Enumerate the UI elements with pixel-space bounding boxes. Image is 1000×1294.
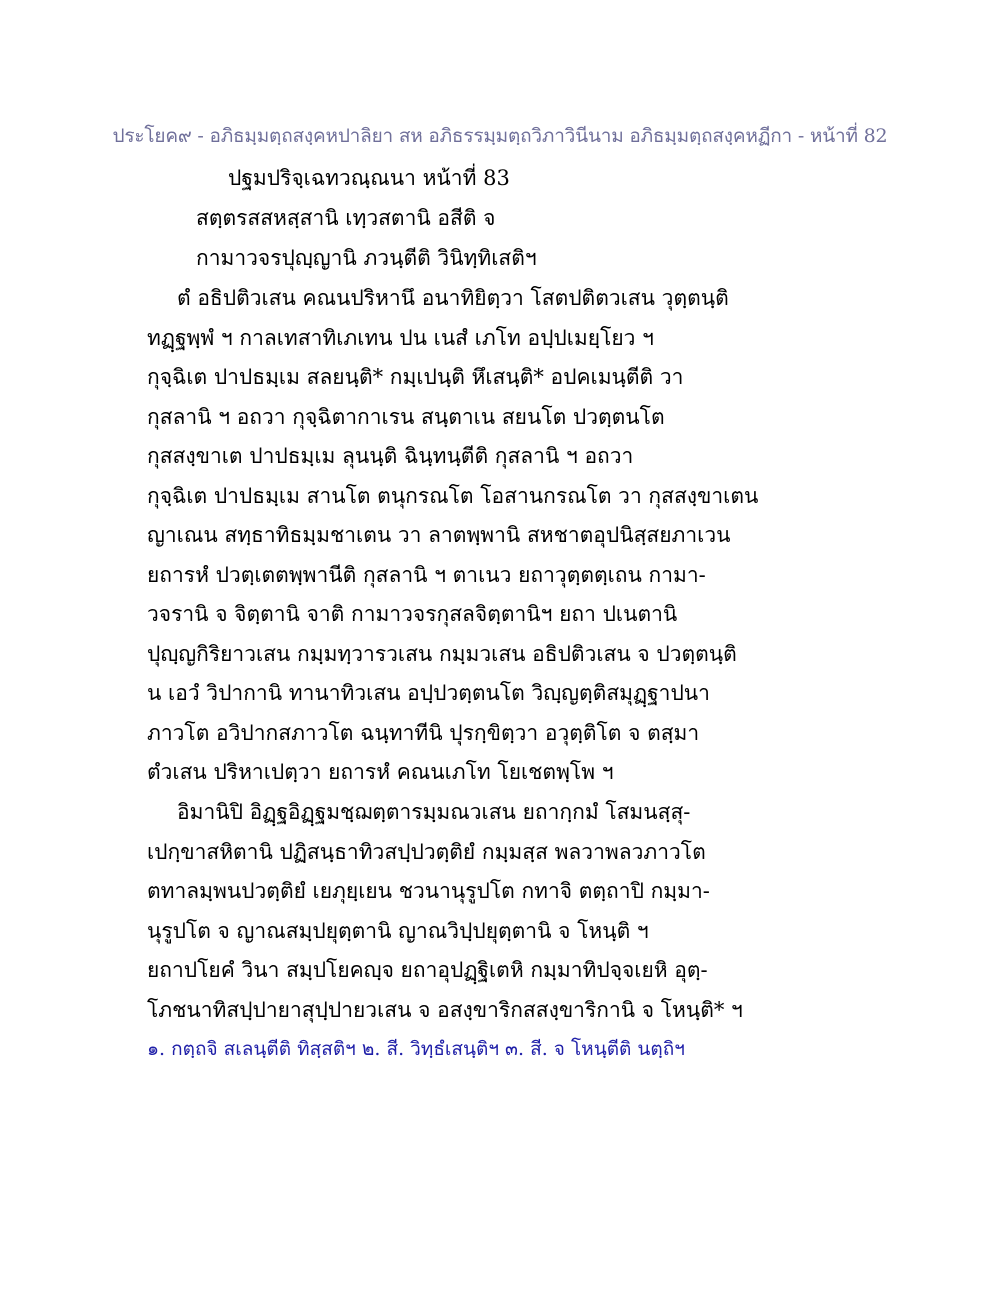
- text-line: เปกฺขาสหิตานิ ปฏิสนฺธาทิวสปฺปวตฺติยํ กมฺมสฺส พลวาพลวภาวโต: [147, 840, 706, 864]
- text-line: โภชนาทิสปฺปายาสุปฺปายวเสน จ อสงฺขาริกสสงฺขาริกานิ จ โหนฺติ* ฯ: [147, 998, 743, 1022]
- page-header: ประโยค๙ - อภิธมฺมตฺถสงฺคหปาลิยา สห อภิธรรมฺมตฺถวิภาวินีนาม อภิธมฺมตฺถสงฺคหฏีกา - หน้าที่ 82: [112, 125, 888, 147]
- text-line: กุสลานิ ฯ อถวา กุจฺฉิตากาเรน สนฺตาเน สยนโต ปวตฺตนโต: [147, 405, 665, 429]
- text-line: ญาเณน สทฺธาทิธมฺมชาเตน วา ลาตพฺพานิ สหชาตอุปนิสฺสยภาเวน: [147, 523, 731, 547]
- footnote: ๑. กตฺถจิ สเลนฺตีติ ทิสฺสติฯ ๒. สี. วิทฺธํเสนฺติฯ ๓. สี. จ โหนฺตีติ นตฺถิฯ: [147, 1038, 685, 1060]
- text-line: วจรานิ จ จิตฺตานิ จาติ กามาวจรกุสลจิตฺตานิฯ ยถา ปเนตานิ: [147, 602, 678, 626]
- text-line: ปุญฺญกิริยาวเสน กมฺมทฺวารวเสน กมฺมวเสน อธิปติวเสน จ ปวตฺตนฺติ: [147, 642, 737, 666]
- text-line: ตํวเสน ปริหาเปตฺวา ยถารหํ คณนเภโท โยเชตพฺโพ ฯ: [147, 760, 614, 784]
- text-line: น เอวํ วิปากานิ ทานาทิวเสน อปฺปวตฺตนโต วิญฺญตฺติสมุฏฺฐาปนา: [147, 681, 710, 705]
- text-line: ยถาปโยคํ วินา สมฺปโยคญฺจ ยถาอุปฏฺฐิเตหิ กมฺมาทิปจฺจเยหิ อุตฺ-: [147, 958, 708, 982]
- verse-line: กามาวจรปุญฺญานิ ภวนฺตีติ วินิทฺทิเสติฯ: [196, 246, 537, 270]
- text-line: กุสสงฺขาเต ปาปธมฺเม ลุนนฺติ ฉินฺทนฺตีติ กุสลานิ ฯ อถวา: [147, 444, 634, 468]
- text-line: ยถารหํ ปวตฺเตตพฺพานีติ กุสลานิ ฯ ตาเนว ยถาวุตฺตตฺเถน กามา-: [147, 563, 706, 587]
- text-line: ตํ อธิปติวเสน คณนปริหานึ อนาทิยิตฺวา โสตปติตวเสน วุตฺตนฺติ: [177, 286, 729, 310]
- verse-line: สตฺตรสสหสฺสานิ เทฺวสตานิ อสีติ จ: [196, 206, 496, 230]
- text-line: อิมานิปิ อิฏฺฐอิฏฺฐมชฺฌตฺตารมฺมณวเสน ยถากฺกมํ โสมนสฺสุ-: [177, 800, 691, 824]
- text-line: นุรูปโต จ ญาณสมฺปยุตฺตานิ ญาณวิปฺปยุตฺตานิ จ โหนฺติ ฯ: [147, 919, 649, 943]
- section-heading: ปฐมปริจฺเฉทวณฺณนา หน้าที่ 83: [228, 166, 510, 190]
- text-line: ภาวโต อวิปากสภาวโต ฉนฺทาทีนิ ปุรกฺขิตฺวา อวุตฺติโต จ ตสฺมา: [147, 721, 700, 745]
- text-line: กุจฺฉิเต ปาปธมฺเม สานโต ตนุกรณโต โอสานกรณโต วา กุสสงฺขาเตน: [147, 484, 759, 508]
- text-line: ตทาลมฺพนปวตฺติยํ เยภุยฺเยน ชวนานุรูปโต กทาจิ ตตฺถาปิ กมฺมา-: [147, 879, 710, 903]
- text-line: กุจฺฉิเต ปาปธมฺเม สลยนฺติ* กมฺเปนฺติ หึเสนฺติ* อปคเมนฺตีติ วา: [147, 365, 684, 389]
- text-line: ทฏฺฐพฺพํ ฯ กาลเทสาทิเภเทน ปน เนสํ เภโท อปฺปเมยฺโยว ฯ: [147, 326, 654, 350]
